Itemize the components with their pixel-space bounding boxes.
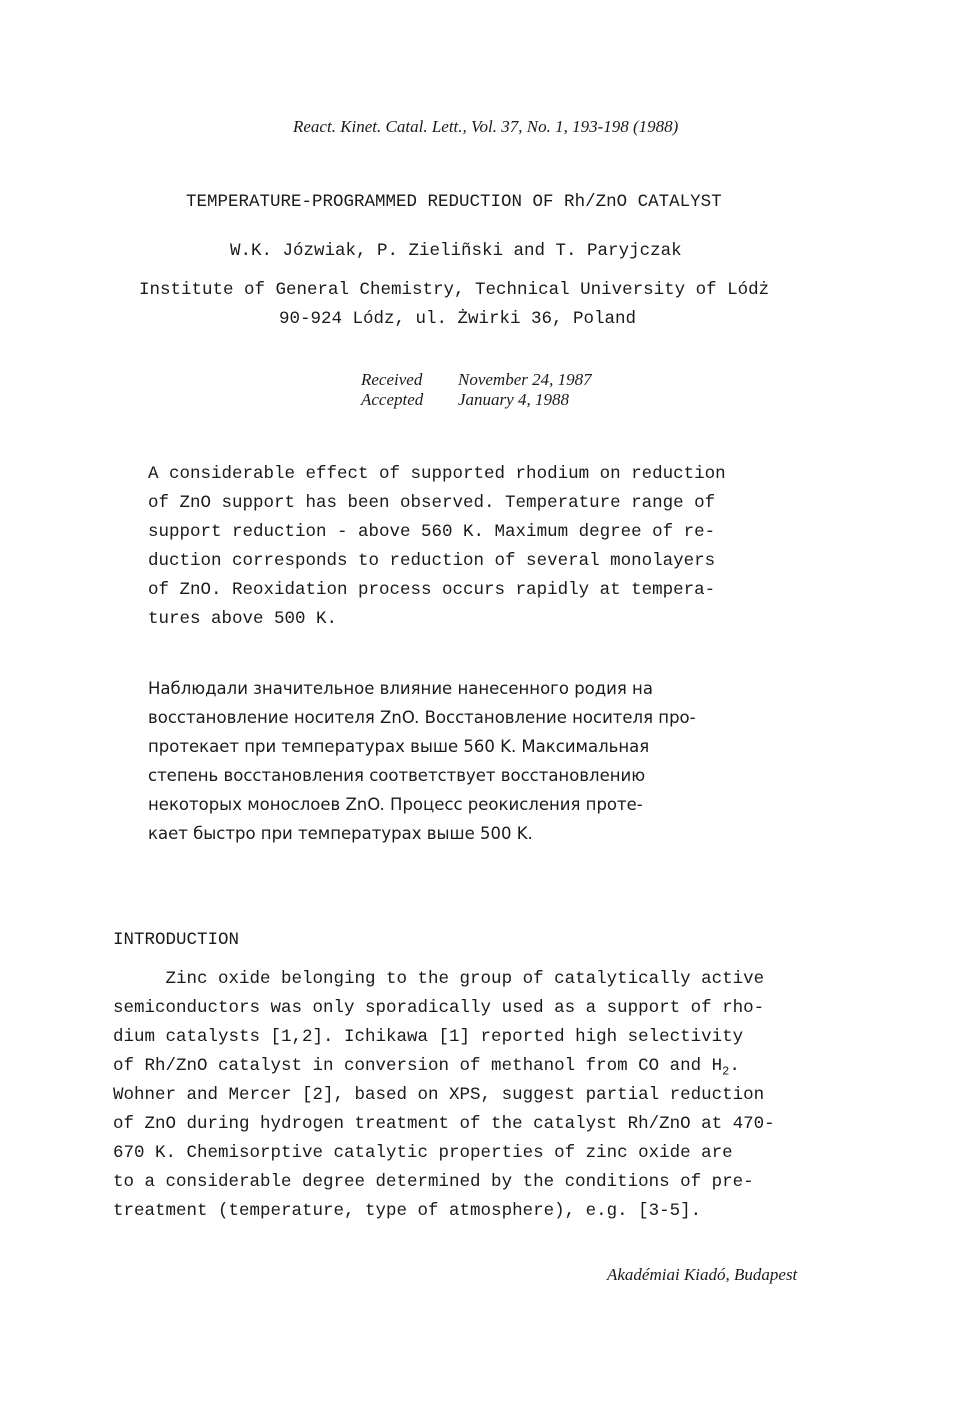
authors: W.K. Józwiak, P. Zieliñski and T. Paryjczak	[230, 241, 682, 261]
intro-line	[113, 1056, 740, 1079]
paper-title: TEMPERATURE-PROGRAMMED REDUCTION OF Rh/ZnO CATALYST	[186, 192, 722, 212]
intro-line: dium catalysts [1,2]. Ichikawa [1] reported high selectivity	[113, 1027, 744, 1047]
intro-line: semiconductors was only sporadically used as a support of rho-	[113, 998, 765, 1018]
abstract-en-line: tures above 500 K.	[148, 609, 338, 629]
intro-line: of ZnO during hydrogen treatment of the catalyst Rh/ZnO at 470-	[113, 1114, 775, 1134]
abstract-ru-line: Наблюдали значительное влияние нанесенного родия на	[148, 679, 653, 698]
journal-citation: React. Kinet. Catal. Lett., Vol. 37, No. 1, 193-198 (1988)	[293, 117, 679, 136]
abstract-ru-line: восстановление носителя ZnO. Восстановление носителя про-	[148, 708, 696, 727]
publisher-footer: Akadémiai Kiadó, Budapest	[607, 1265, 798, 1284]
affiliation-line-1: Institute of General Chemistry, Technical University of Lódż	[139, 280, 770, 300]
section-heading-introduction: INTRODUCTION	[113, 930, 240, 950]
h2-subscript: 2	[722, 1064, 730, 1079]
accepted-label: Accepted	[361, 390, 424, 409]
intro-line-period: .	[729, 1056, 740, 1076]
affiliation-line-2: 90-924 Lódz, ul. Żwirki 36, Poland	[279, 309, 637, 329]
intro-line-text: of Rh/ZnO catalyst in conversion of methanol from CO and H	[113, 1056, 723, 1076]
abstract-ru-line: кает быстро при температурах выше 500 K.	[148, 824, 533, 843]
received-label: Received	[361, 370, 423, 389]
abstract-en-line: of ZnO. Reoxidation process occurs rapidly at tempera-	[148, 580, 716, 600]
abstract-ru-line: степень восстановления соответствует восстановлению	[148, 766, 646, 785]
intro-line: Wohner and Mercer [2], based on XPS, suggest partial reduction	[113, 1085, 765, 1105]
abstract-en-line: support reduction - above 560 K. Maximum degree of re-	[148, 522, 716, 542]
accepted-date: January 4, 1988	[458, 390, 569, 409]
abstract-ru-line: некоторых монослоев ZnO. Процесс реокисления проте-	[148, 795, 643, 814]
abstract-ru-line: протекает при температурах выше 560 K. Максимальная	[148, 737, 650, 756]
abstract-en-line: of ZnO support has been observed. Temperature range of	[148, 493, 716, 513]
intro-line: 670 K. Chemisorptive catalytic properties of zinc oxide are	[113, 1143, 733, 1163]
intro-line: treatment (temperature, type of atmosphere), e.g. [3-5].	[113, 1201, 702, 1221]
received-date: November 24, 1987	[458, 370, 592, 389]
abstract-en-line: A considerable effect of supported rhodium on reduction	[148, 464, 726, 484]
abstract-en-line: duction corresponds to reduction of several monolayers	[148, 551, 716, 571]
intro-line: Zinc oxide belonging to the group of catalytically active	[113, 969, 765, 989]
intro-line: to a considerable degree determined by the conditions of pre-	[113, 1172, 754, 1192]
